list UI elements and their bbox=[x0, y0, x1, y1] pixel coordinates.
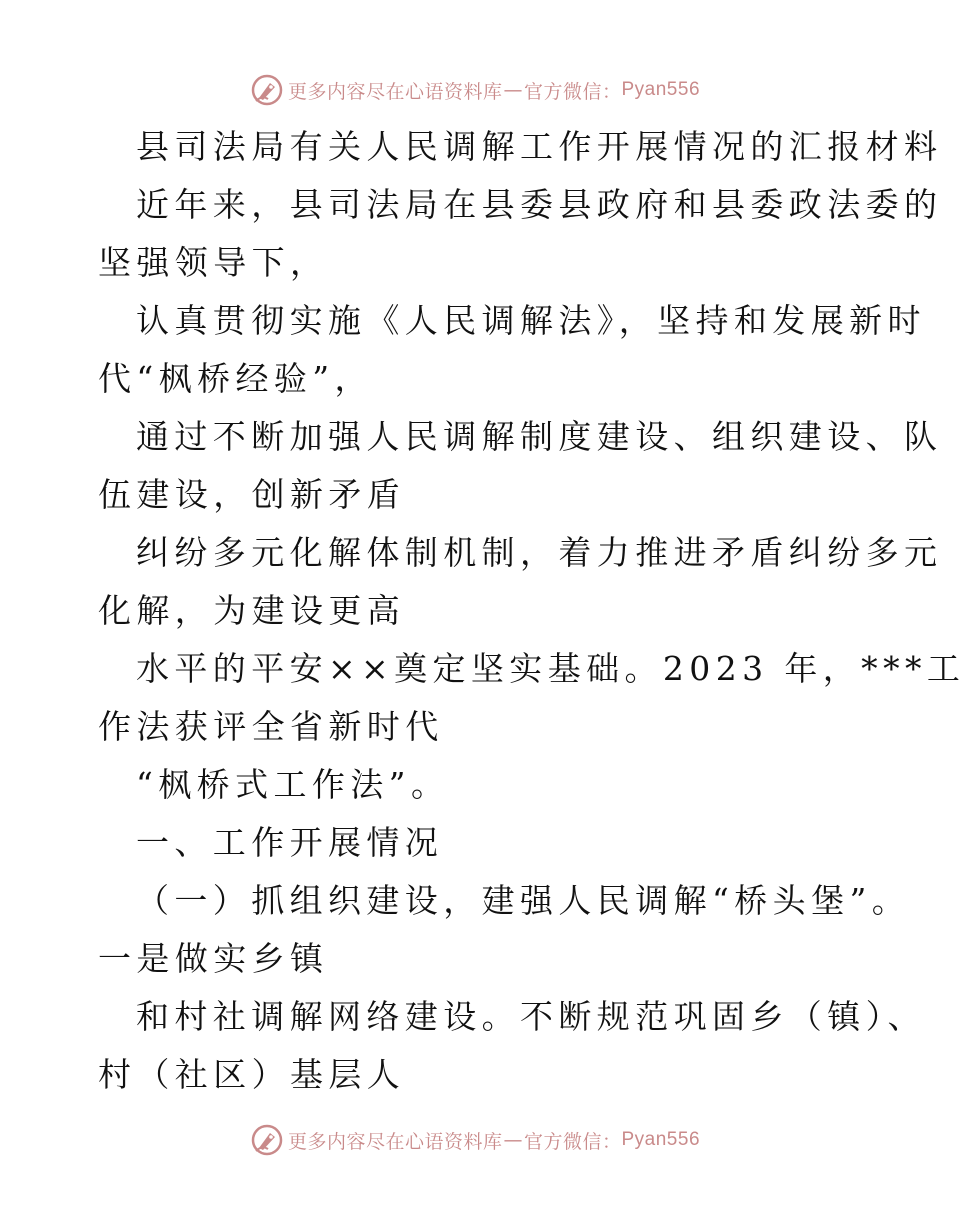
paragraph-line: 作法获评全省新时代 bbox=[98, 707, 444, 746]
paragraph-line: 一是做实乡镇 bbox=[98, 939, 329, 978]
pen-nib-logo-icon bbox=[250, 73, 284, 107]
paragraph-line: 通过不断加强人民调解制度建设、组织建设、队 bbox=[136, 417, 943, 456]
paragraph-line: 化解，为建设更高 bbox=[98, 591, 406, 630]
paragraph-line: 伍建设，创新矛盾 bbox=[98, 475, 406, 514]
subsection-heading: （一）抓组织建设，建强人民调解“桥头堡”。 bbox=[136, 881, 911, 920]
section-heading: 一、工作开展情况 bbox=[136, 823, 444, 862]
paragraph-line: 近年来，县司法局在县委县政府和县委政法委的 bbox=[136, 185, 943, 224]
paragraph-line: 纠纷多元化解体制机制，着力推进矛盾纠纷多元 bbox=[136, 533, 943, 572]
watermark-separator: — bbox=[503, 1129, 523, 1151]
watermark-banner-top bbox=[0, 70, 950, 110]
pen-nib-logo-icon bbox=[250, 1123, 284, 1157]
document-body bbox=[98, 118, 965, 1104]
paragraph-line: 认真贯彻实施《人民调解法》，坚持和发展新时 bbox=[136, 301, 926, 340]
watermark-wechat-id: Pyan556 bbox=[621, 79, 701, 100]
paragraph-line: 和村社调解网络建设。不断规范巩固乡（镇）、 bbox=[136, 997, 926, 1036]
paragraph-line: 坚强领导下， bbox=[98, 243, 329, 282]
watermark-wechat-id: Pyan556 bbox=[621, 1129, 701, 1150]
watermark-banner-bottom bbox=[0, 1120, 950, 1160]
document-title: 县司法局有关人民调解工作开展情况的汇报材料 bbox=[136, 127, 943, 166]
paragraph-line: 村（社区）基层人 bbox=[98, 1055, 406, 1094]
watermark-brand: 更多内容尽在心语资料库 bbox=[287, 80, 503, 103]
paragraph-line: 水平的平安××奠定坚实基础。2023 年，***工 bbox=[136, 649, 965, 688]
watermark-wechat-label: 官方微信： bbox=[523, 80, 622, 103]
paragraph-line: 代“枫桥经验”， bbox=[98, 359, 373, 398]
watermark-wechat-label: 官方微信： bbox=[523, 1130, 622, 1153]
watermark-separator: — bbox=[503, 79, 523, 101]
paragraph-line: “枫桥式工作法”。 bbox=[136, 765, 450, 804]
watermark-brand: 更多内容尽在心语资料库 bbox=[287, 1130, 503, 1153]
